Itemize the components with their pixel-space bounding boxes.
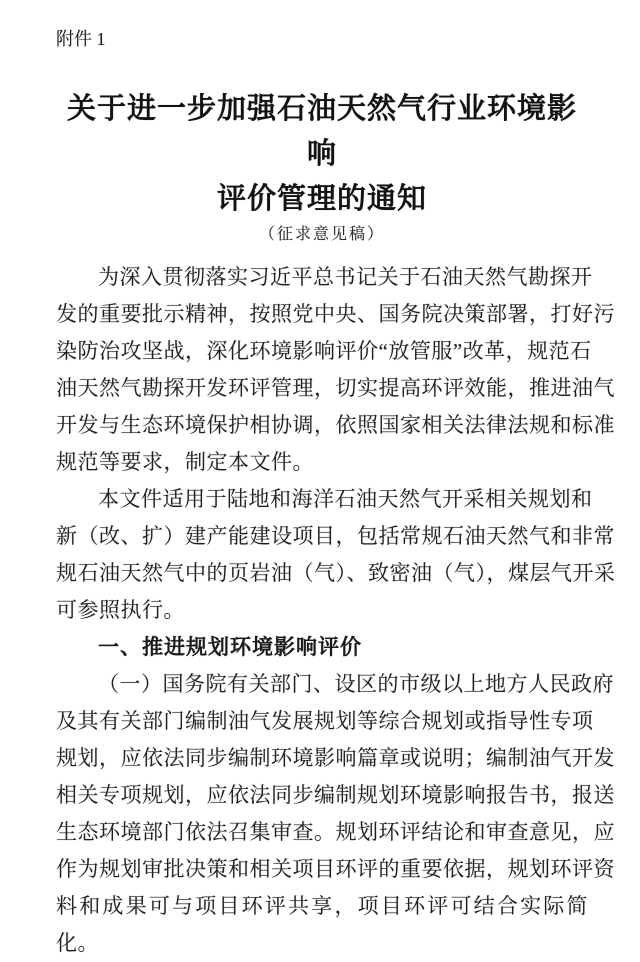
text-line: 生态环境部门依法召集审查。规划环评结论和审查意见，应	[56, 820, 615, 844]
attachment-label: 附件 1	[56, 29, 106, 49]
title-line-1: 关于进一步加强石油天然气行业环境影响	[66, 93, 577, 170]
text-line: 规范等要求，制定本文件。	[56, 450, 314, 474]
text-line: 作为规划审批决策和相关项目环评的重要依据，规划环评资	[56, 857, 615, 881]
body-paragraph	[56, 259, 615, 481]
document-subtitle: （征求意见稿）	[258, 226, 385, 243]
text-line: 可参照执行。	[56, 598, 185, 622]
text-line: 油天然气勘探开发环评管理，切实提高环评效能，推进油气	[56, 376, 615, 400]
document-title	[56, 87, 588, 222]
text-line: 新（改、扩）建产能建设项目，包括常规石油天然气和非常	[56, 524, 615, 548]
text-line: 发的重要批示精神，按照党中央、国务院决策部署，打好污	[56, 302, 615, 326]
text-line: 为深入贯彻落实习近平总书记关于石油天然气勘探开	[98, 265, 593, 289]
section-heading: 一、推进规划环境影响评价	[98, 636, 362, 659]
text-line: 相关专项规划，应依法同步编制规划环境影响报告书，报送	[56, 783, 615, 807]
text-line: 染防治攻坚战，深化环境影响评价“放管服”改革，规范石	[56, 339, 592, 363]
document-body	[56, 259, 616, 955]
body-paragraph	[56, 481, 616, 629]
text-line: 规石油天然气中的页岩油（气）、致密油（气），煤层气开采	[56, 561, 616, 585]
title-line-2: 评价管理的通知	[216, 183, 427, 215]
text-line: 及其有关部门编制油气发展规划等综合规划或指导性专项	[56, 709, 594, 733]
body-paragraph	[56, 666, 615, 955]
text-line: 料和成果可与项目环评共享，项目环评可结合实际简化。	[56, 894, 588, 955]
text-line: （一）国务院有关部门、设区的市级以上地方人民政府	[98, 672, 614, 696]
text-line: 本文件适用于陆地和海洋石油天然气开采相关规划和	[98, 487, 593, 511]
text-line: 规划，应依法同步编制环境影响篇章或说明；编制油气开发	[56, 746, 615, 770]
text-line: 开发与生态环境保护相协调，依照国家相关法律法规和标准	[56, 413, 615, 437]
